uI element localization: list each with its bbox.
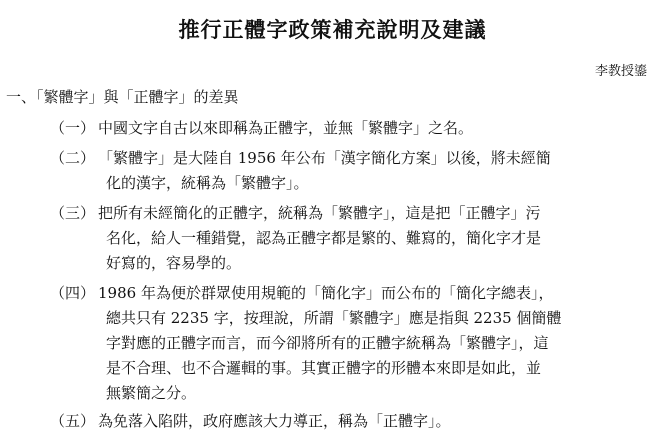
item-number: （二） (50, 149, 96, 167)
list-item (50, 281, 650, 406)
item-number: （四） (50, 284, 96, 302)
item-text-line: 是不合理、也不合邏輯的事。其實正體字的形體本來即是如此，並 (106, 359, 542, 377)
item-text-line: 好寫的，容易學的。 (106, 254, 242, 272)
item-number: （三） (50, 204, 96, 222)
list-item (50, 201, 650, 276)
item-text-line: 把所有未經簡化的正體字，統稱為「繁體字」，這是把「正體字」污 (98, 204, 541, 222)
item-text-line: 名化，給人一種錯覺，認為正體字都是繁的、難寫的，簡化字才是 (106, 229, 542, 247)
item-text-line: 字對應的正體字而言，而今卻將所有的正體字統稱為「繁體字」，這 (106, 334, 549, 352)
list-item (50, 116, 650, 141)
item-text-line: 1986 年為便於群眾使用規範的「簡化字」而公布的「簡化字總表」， (98, 284, 554, 302)
item-text-line: 化的漢字，統稱為「繁體字」。 (106, 174, 309, 192)
item-text-line: 為免落入陷阱，政府應該大力導正，稱為「正體字」。 (98, 412, 451, 430)
item-text-line: 無繁簡之分。 (106, 384, 197, 402)
author-name: 李教授鎏 (594, 64, 647, 79)
item-number: （五） (50, 412, 96, 430)
list-item (50, 409, 650, 434)
document-title: 推行正體字政策補充說明及建議 (178, 17, 487, 42)
section-heading: 一、「繁體字」與「正體字」的差異 (6, 88, 239, 106)
item-number: （一） (50, 119, 96, 137)
item-text-line: 「繁體字」是大陸自 1956 年公布「漢字簡化方案」以後，將未經簡 (98, 149, 551, 167)
item-text-line: 中國文字自古以來即稱為正體字，並無「繁體字」之名。 (98, 119, 474, 137)
list-item (50, 146, 650, 196)
item-text-line: 總共只有 2235 字，按理說，所謂「繁體字」應是指與 2235 個簡體 (106, 309, 562, 327)
